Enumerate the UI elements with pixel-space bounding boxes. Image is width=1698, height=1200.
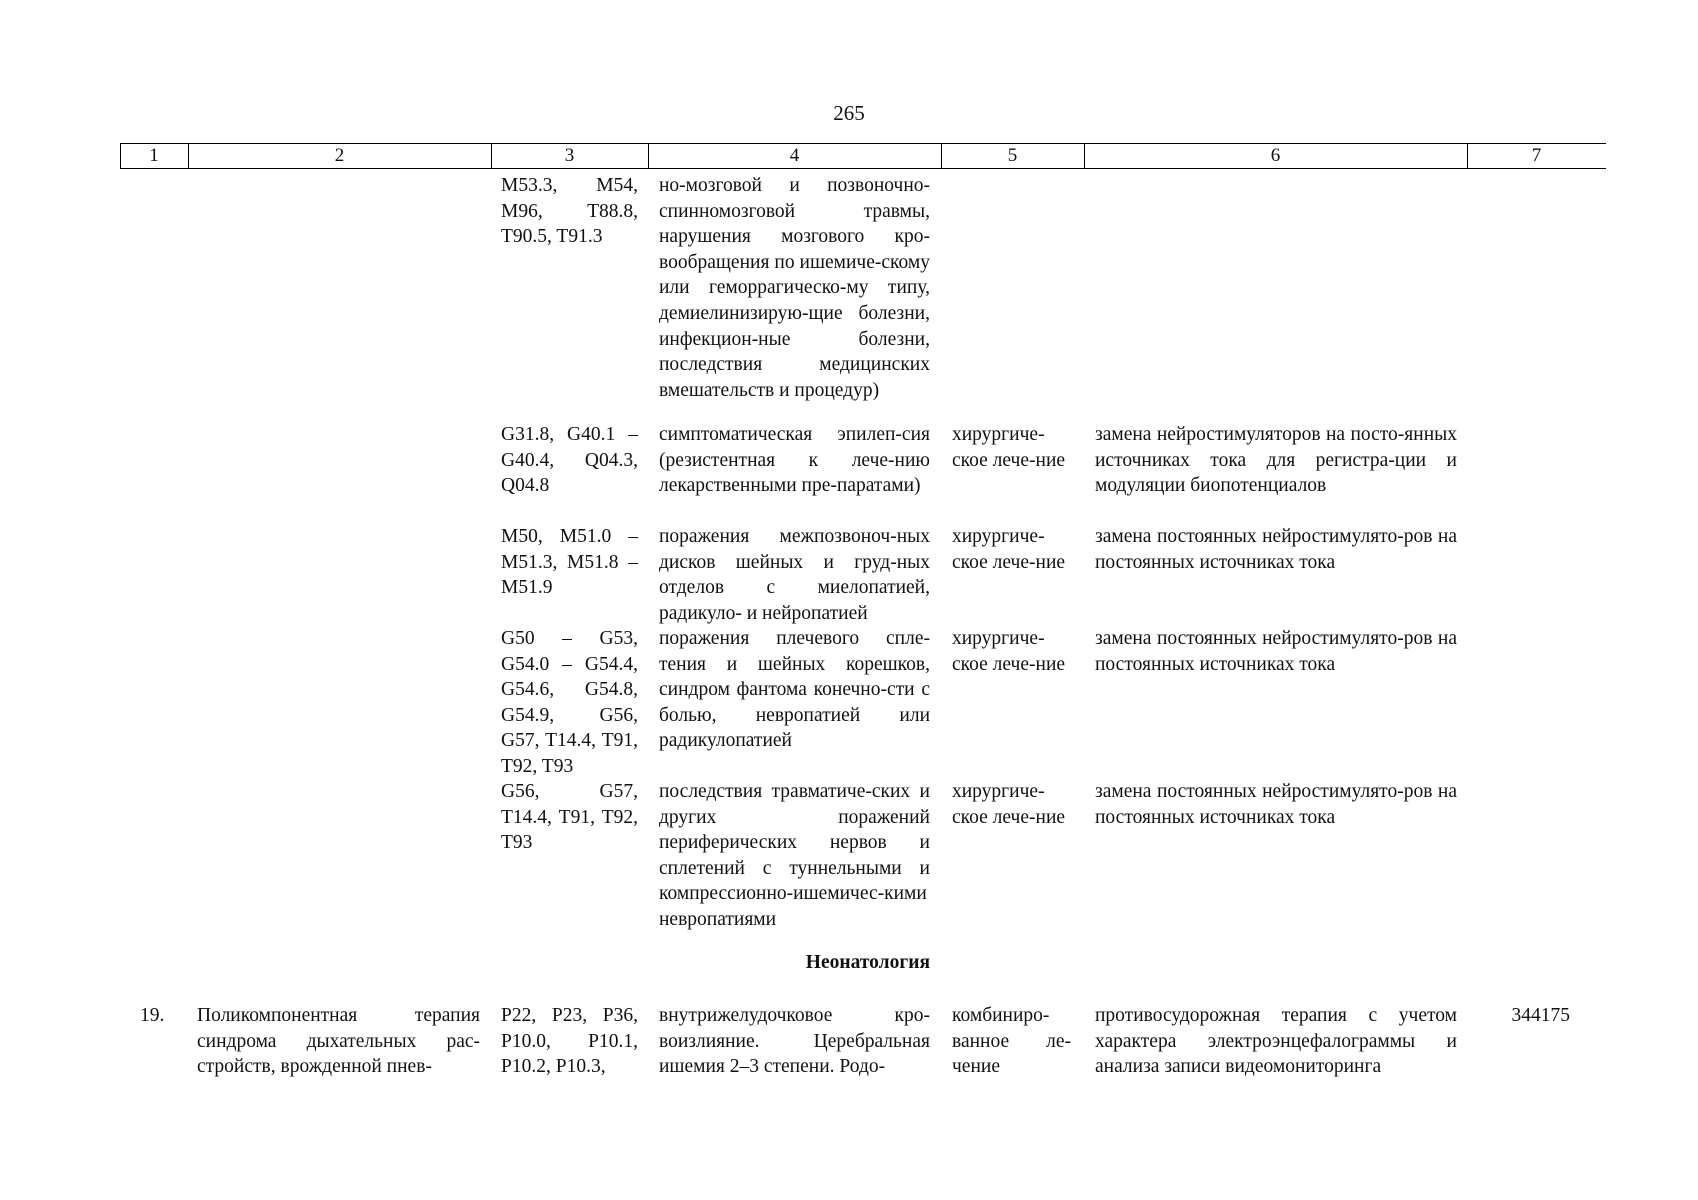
header-col-2: 2 [334,145,345,166]
item-19-number: 19. [140,1005,165,1026]
section-title: Неонатология [805,952,930,973]
row-1-method: замена нейростимуляторов на посто-янных источниках тока для регистра-ции и модуляции биопотенциалов [1095,424,1457,497]
header-top-border [120,143,1606,144]
row-3-condition: поражения плечевого спле-тения и шейных корешков, синдром фантома конечно-сти с болью, невропатией или радикулопатией [659,628,930,752]
item-19-treatment: комбиниро-ванное ле-чение [952,1005,1071,1078]
row-4-treatment: хирургиче-ское лече-ние [952,781,1066,828]
header-col-1: 1 [149,145,159,166]
header-col-6: 6 [1270,145,1281,166]
row-2-method: замена постоянных нейростимулято-ров на постоянных источниках тока [1095,526,1457,573]
row-4-method: замена постоянных нейростимулято-ров на постоянных источниках тока [1095,781,1457,828]
page-number: 265 [833,101,865,125]
header-col-7: 7 [1531,145,1542,166]
item-19-name: Поликомпонентная терапия синдрома дыхательных рас-стройств, врожденной пнев- [197,1005,480,1078]
row-2-treatment: хирургиче-ское лече-ние [952,526,1066,573]
row-3-method: замена постоянных нейростимулято-ров на постоянных источниках тока [1095,628,1457,675]
header-col-3: 3 [564,145,575,166]
row-3-treatment: хирургиче-ское лече-ние [952,628,1066,675]
continuation-codes: M53.3, M54, M96, T88.8, T90.5, T91.3 [501,175,638,248]
row-2-condition: поражения межпозвоноч-ных дисков шейных и груд-ных отделов с миелопатией, радикуло- и нейропатией [659,526,930,624]
item-19-method: противосудорожная терапия с учетом характера электроэнцефалограммы и анализа записи видеомониторинга [1095,1005,1457,1078]
row-4-condition: последствия травматиче-ских и других поражений периферических нервов и сплетений с туннельными и компрессионно-ишемичес-кими невропатиями [659,781,930,930]
row-4-codes: G56, G57, T14.4, T91, T92, T93 [501,781,638,854]
row-1-treatment: хирургиче-ское лече-ние [952,424,1066,471]
item-19-codes: P22, P23, P36, P10.0, P10.1, P10.2, P10.3, [501,1005,638,1078]
row-3-codes: G50 – G53, G54.0 – G54.4, G54.6, G54.8, G54.9, G56, G57, T14.4, T91, T92, T93 [501,628,638,777]
continuation-condition: но-мозговой и позвоночно-спинномозговой травмы, нарушения мозгового кро-вообращения по ишемиче-скому или геморрагическо-му типу, демиелинизирую-щие болезни, инфекцион-ные болезни, последствия медицинских вмешательств и процедур) [659,175,930,401]
header-bottom-border [120,168,1606,169]
header-col-4: 4 [789,145,800,166]
row-2-codes: M50, M51.0 – M51.3, M51.8 – M51.9 [501,526,638,599]
item-19-cost: 344175 [1511,1005,1570,1026]
row-1-condition: симптоматическая эпилеп-сия (резистентная к лече-нию лекарственными пре-паратами) [659,424,930,497]
item-19-condition: внутрижелудочковое кро-воизлияние. Церебральная ишемия 2–3 степени. Родо- [659,1005,930,1078]
row-1-codes: G31.8, G40.1 – G40.4, Q04.3, Q04.8 [501,424,638,497]
header-col-5: 5 [1007,145,1018,166]
